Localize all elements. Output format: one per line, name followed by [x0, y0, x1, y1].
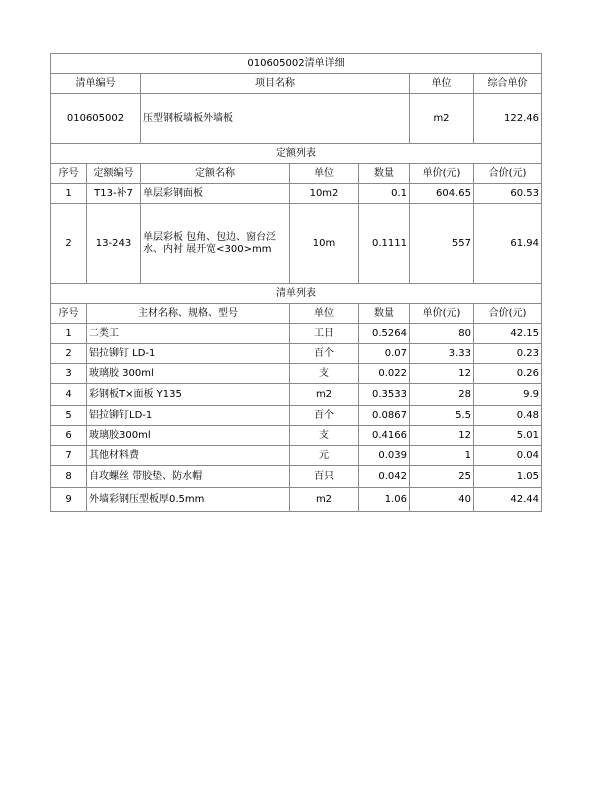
material-seq: 1 — [51, 324, 87, 344]
material-row — [51, 364, 542, 384]
material-name: 玻璃胶 300ml — [87, 364, 290, 384]
material-name: 自攻螺丝 带胶垫、防水帽 — [87, 466, 290, 488]
material-qty: 0.0867 — [359, 406, 410, 426]
quota-col-name: 定额名称 — [141, 164, 290, 184]
material-unit: m2 — [290, 384, 359, 406]
quota-unit: 10m2 — [290, 184, 359, 204]
material-row — [51, 324, 542, 344]
table-title: 010605002清单详细 — [51, 54, 542, 74]
material-total: 0.23 — [474, 344, 542, 364]
quota-price: 604.65 — [410, 184, 474, 204]
material-price: 28 — [410, 384, 474, 406]
materials-col-total: 合价(元) — [474, 304, 542, 324]
quota-name: 单层彩板 包角、包边、窗台泛水、内衬 展开宽<300>mm — [141, 204, 290, 284]
quota-seq: 2 — [51, 204, 87, 284]
material-name: 其他材料费 — [87, 446, 290, 466]
material-total: 1.05 — [474, 466, 542, 488]
material-total: 42.15 — [474, 324, 542, 344]
material-row — [51, 488, 542, 512]
quota-section-title: 定额列表 — [51, 144, 542, 164]
quota-name: 单层彩钢面板 — [141, 184, 290, 204]
material-price: 40 — [410, 488, 474, 512]
material-total: 0.26 — [474, 364, 542, 384]
material-row — [51, 426, 542, 446]
quota-col-qty: 数量 — [359, 164, 410, 184]
quota-col-unit: 单位 — [290, 164, 359, 184]
quota-col-price: 单价(元) — [410, 164, 474, 184]
materials-col-name: 主材名称、规格、型号 — [87, 304, 290, 324]
material-total: 0.04 — [474, 446, 542, 466]
material-name: 铝拉铆钉LD-1 — [87, 406, 290, 426]
material-unit: 支 — [290, 364, 359, 384]
material-price: 3.33 — [410, 344, 474, 364]
item-code: 010605002 — [51, 94, 141, 144]
material-unit: 工日 — [290, 324, 359, 344]
material-unit: 百只 — [290, 466, 359, 488]
material-unit: 元 — [290, 446, 359, 466]
material-unit: 百个 — [290, 406, 359, 426]
material-seq: 2 — [51, 344, 87, 364]
quota-row — [51, 204, 542, 284]
material-seq: 5 — [51, 406, 87, 426]
quota-qty: 0.1111 — [359, 204, 410, 284]
material-total: 0.48 — [474, 406, 542, 426]
material-row — [51, 344, 542, 364]
material-row — [51, 466, 542, 488]
header-code-label: 清单编号 — [51, 74, 141, 94]
quota-code: T13-补7 — [87, 184, 141, 204]
material-price: 80 — [410, 324, 474, 344]
quota-total: 60.53 — [474, 184, 542, 204]
material-price: 25 — [410, 466, 474, 488]
material-unit: 百个 — [290, 344, 359, 364]
material-unit: 支 — [290, 426, 359, 446]
material-price: 1 — [410, 446, 474, 466]
quota-col-code: 定额编号 — [87, 164, 141, 184]
material-seq: 6 — [51, 426, 87, 446]
material-seq: 9 — [51, 488, 87, 512]
material-row — [51, 446, 542, 466]
header-unit-label: 单位 — [410, 74, 474, 94]
quota-code: 13-243 — [87, 204, 141, 284]
material-name: 玻璃胶300ml — [87, 426, 290, 446]
material-name: 二类工 — [87, 324, 290, 344]
material-name: 铝拉铆钉 LD-1 — [87, 344, 290, 364]
material-seq: 7 — [51, 446, 87, 466]
material-price: 12 — [410, 426, 474, 446]
material-name: 外墙彩钢压型板厚0.5mm — [87, 488, 290, 512]
quota-seq: 1 — [51, 184, 87, 204]
material-unit: m2 — [290, 488, 359, 512]
materials-col-unit: 单位 — [290, 304, 359, 324]
detail-table — [50, 53, 542, 512]
material-total: 9.9 — [474, 384, 542, 406]
material-total: 5.01 — [474, 426, 542, 446]
quota-row — [51, 184, 542, 204]
material-qty: 0.022 — [359, 364, 410, 384]
material-qty: 1.06 — [359, 488, 410, 512]
materials-section-title: 清单列表 — [51, 284, 542, 304]
material-seq: 3 — [51, 364, 87, 384]
item-price: 122.46 — [474, 94, 542, 144]
material-seq: 8 — [51, 466, 87, 488]
header-price-label: 综合单价 — [474, 74, 542, 94]
material-qty: 0.5264 — [359, 324, 410, 344]
material-qty: 0.039 — [359, 446, 410, 466]
material-name: 彩钢板T×面板 Y135 — [87, 384, 290, 406]
header-name-label: 项目名称 — [141, 74, 410, 94]
materials-col-price: 单价(元) — [410, 304, 474, 324]
item-unit: m2 — [410, 94, 474, 144]
material-total: 42.44 — [474, 488, 542, 512]
quota-col-seq: 序号 — [51, 164, 87, 184]
material-qty: 0.3533 — [359, 384, 410, 406]
material-row — [51, 406, 542, 426]
materials-col-qty: 数量 — [359, 304, 410, 324]
material-price: 5.5 — [410, 406, 474, 426]
quota-qty: 0.1 — [359, 184, 410, 204]
quota-col-total: 合价(元) — [474, 164, 542, 184]
material-seq: 4 — [51, 384, 87, 406]
quota-price: 557 — [410, 204, 474, 284]
material-row — [51, 384, 542, 406]
item-name: 压型钢板墙板外墙板 — [141, 94, 410, 144]
material-qty: 0.4166 — [359, 426, 410, 446]
quota-unit: 10m — [290, 204, 359, 284]
materials-col-seq: 序号 — [51, 304, 87, 324]
material-price: 12 — [410, 364, 474, 384]
material-qty: 0.042 — [359, 466, 410, 488]
material-qty: 0.07 — [359, 344, 410, 364]
quota-total: 61.94 — [474, 204, 542, 284]
